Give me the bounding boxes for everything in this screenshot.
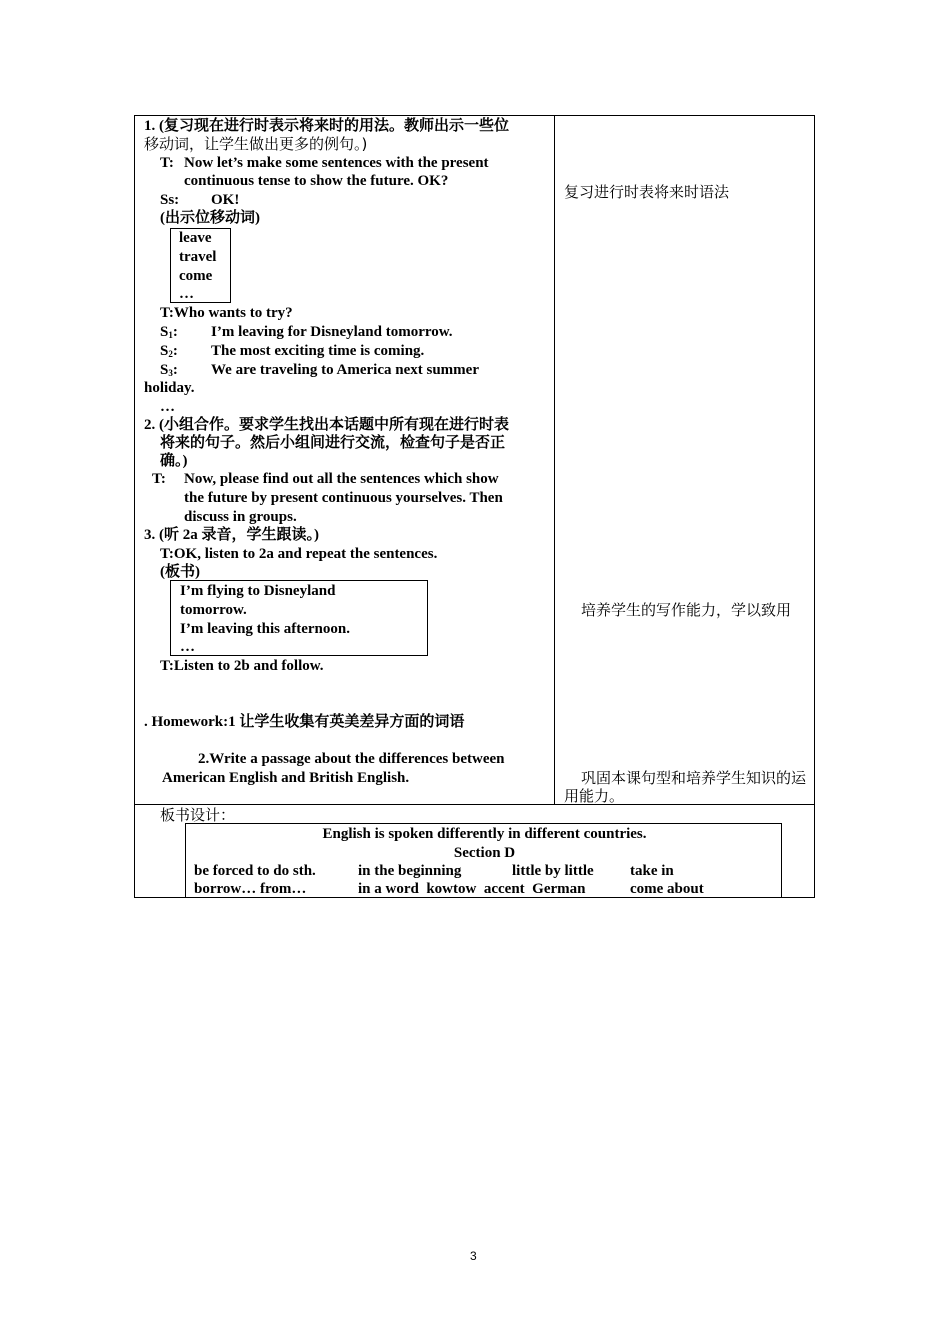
teacher-line-cont: the future by present continuous yourselves. Then bbox=[184, 490, 503, 506]
board-design-label: 板书设计： bbox=[160, 806, 236, 824]
homework-1: . Homework:1 让学生收集有英美差异方面的词语 bbox=[144, 714, 465, 730]
student3-label: $S_3$: bbox=[160, 362, 178, 378]
student1-label: $S_1$: bbox=[160, 324, 178, 340]
step1-title: 1. (复习现在进行时表示将来时的用法。教师出示一些位 bbox=[144, 118, 509, 134]
phrase: little by little bbox=[512, 863, 594, 879]
purpose-note-consolidation: 巩固本课句型和培养学生知识的运用能力。 bbox=[564, 769, 807, 805]
homework-2-cont: American English and British English. bbox=[162, 770, 410, 786]
step2-title-end: 确。) bbox=[160, 453, 188, 469]
teacher-line-end: discuss in groups. bbox=[184, 509, 297, 525]
step1-title-cont: 移动词，让学生做出更多的例句。) bbox=[144, 135, 368, 153]
teacher-instruction: T:OK, listen to 2a and repeat the sentences. bbox=[160, 546, 438, 562]
verb-item: come bbox=[179, 268, 213, 284]
board-label: (板书) bbox=[160, 564, 200, 580]
homework-2: 2.Write a passage about the differences between bbox=[198, 751, 505, 767]
board-design-title: English is spoken differently in different countries. bbox=[322, 826, 647, 842]
board-line: … bbox=[180, 639, 195, 655]
board-line: I’m flying to Disneyland bbox=[180, 583, 336, 599]
phrase: borrow… from… bbox=[194, 881, 307, 897]
column-divider bbox=[554, 115, 555, 805]
ellipsis: … bbox=[160, 399, 175, 415]
student2-sentence: The most exciting time is coming. bbox=[211, 343, 425, 359]
board-design-section: Section D bbox=[453, 845, 516, 861]
teacher-label: T: bbox=[160, 155, 174, 171]
step2-title-cont: 将来的句子。然后小组间进行交流，检查句子是否正 bbox=[160, 435, 506, 451]
student3-sentence: We are traveling to America next summer bbox=[211, 362, 479, 378]
student1-sentence: I’m leaving for Disneyland tomorrow. bbox=[211, 324, 453, 340]
student2-label: $S_2$: bbox=[160, 343, 178, 359]
teacher-line-cont: continuous tense to show the future. OK? bbox=[184, 173, 449, 189]
teacher-line: Now let’s make some sentences with the present bbox=[184, 155, 489, 171]
step3-title: 3. (听 2a 录音，学生跟读。) bbox=[144, 527, 319, 543]
verb-item: travel bbox=[179, 249, 217, 265]
phrase: be forced to do sth. bbox=[194, 863, 316, 879]
verb-item: leave bbox=[179, 230, 212, 246]
board-line: I’m leaving this afternoon. bbox=[180, 621, 350, 637]
teacher-instruction: T:Listen to 2b and follow. bbox=[160, 658, 324, 674]
verb-box bbox=[170, 228, 231, 303]
student3-sentence-cont: holiday. bbox=[144, 380, 195, 396]
phrase: come about bbox=[630, 881, 704, 897]
students-label: Ss: bbox=[160, 192, 180, 208]
show-words-label: (出示位移动词) bbox=[160, 210, 260, 226]
phrase: in a word kowtow accent German bbox=[358, 881, 586, 897]
phrase: take in bbox=[630, 863, 674, 879]
students-reply: OK! bbox=[211, 192, 240, 208]
board-line: tomorrow. bbox=[180, 602, 247, 618]
verb-item: … bbox=[179, 286, 194, 302]
step2-title: 2. (小组合作。要求学生找出本话题中所有现在进行时表 bbox=[144, 417, 509, 433]
purpose-note-writing: 培养学生的写作能力，学以致用 bbox=[581, 601, 792, 619]
page-number: 3 bbox=[470, 1249, 477, 1263]
teacher-label: T: bbox=[152, 471, 166, 487]
teacher-prompt: T:Who wants to try? bbox=[160, 305, 293, 321]
board-design-box bbox=[185, 823, 782, 898]
phrase: in the beginning bbox=[358, 863, 462, 879]
board-box bbox=[170, 580, 428, 656]
purpose-note-grammar: 复习进行时表将来时语法 bbox=[564, 183, 730, 201]
teacher-line: Now, please find out all the sentences which show bbox=[184, 471, 499, 487]
